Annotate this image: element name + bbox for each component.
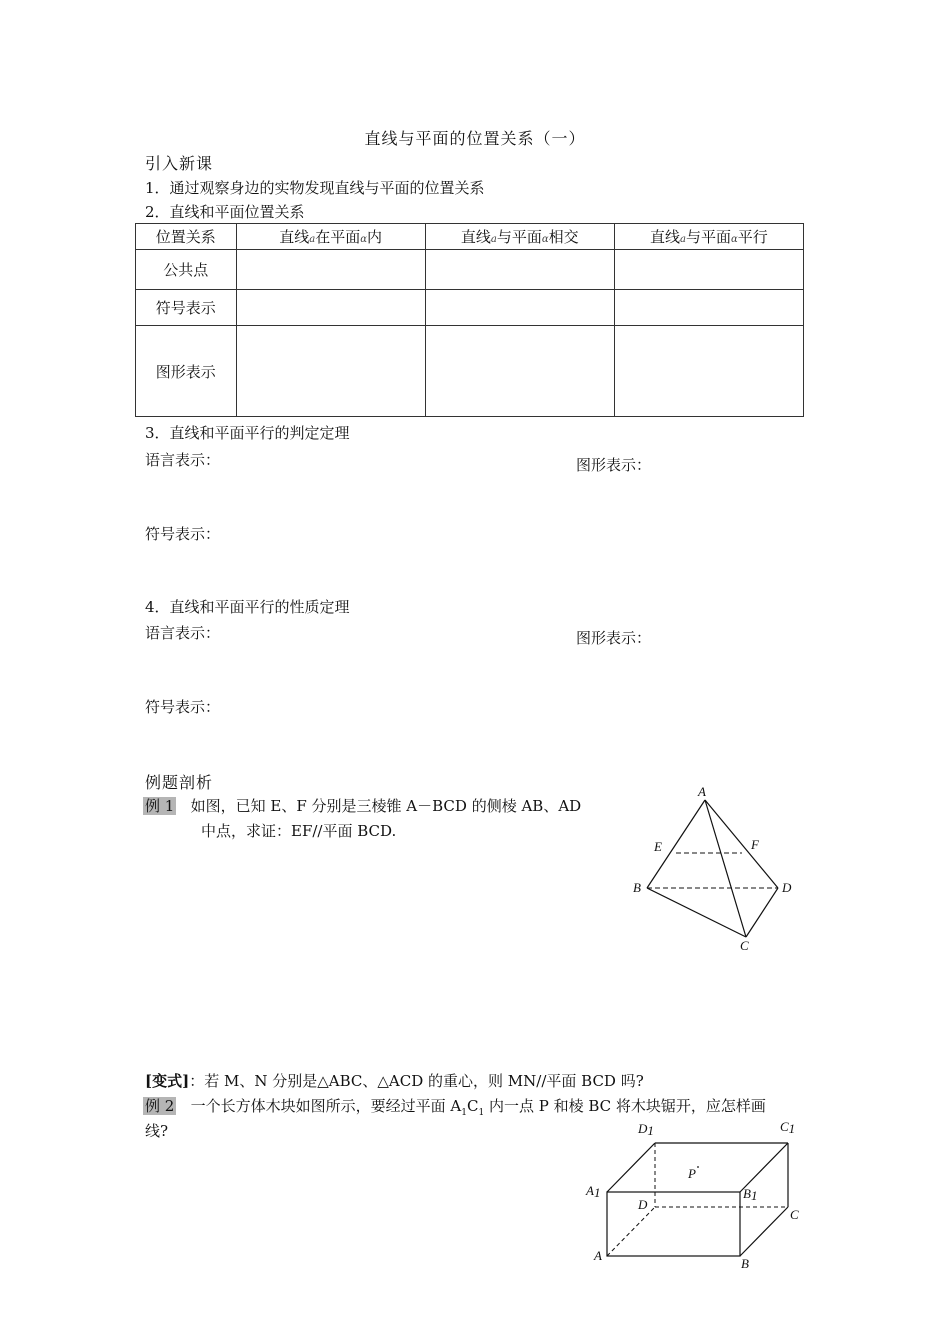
table-header-cell: 位置关系 [136, 224, 237, 250]
label-f: F [751, 837, 759, 852]
section4-symbol: 符号表示： [145, 698, 221, 716]
label-p: P [688, 1166, 696, 1181]
edge-b1c1 [740, 1143, 788, 1192]
example2-line1: 例 2 一个长方体木块如图所示，要经过平面 $A_1C_1$ 内一点 P 和棱 BC 将木块锯开，应怎样画 [145, 1097, 766, 1118]
section4-language: 语言表示： [145, 624, 221, 642]
table-row-label: 符号表示 [136, 290, 237, 326]
example2-line2: 线? [145, 1122, 169, 1140]
table-header-cell: 直线a与平面α相交 [425, 224, 614, 250]
table-cell [425, 290, 614, 326]
edge-a1d1 [607, 1143, 655, 1192]
label-a: A [698, 784, 706, 799]
example1-line1: 例 1 如图，已知 E、F 分别是三棱锥 A－BCD 的侧棱 AB、AD [145, 797, 582, 815]
section3-symbol: 符号表示： [145, 525, 221, 543]
table-cell [425, 326, 614, 417]
table-row [136, 290, 804, 326]
variant-label: [变式] [145, 1072, 190, 1090]
label-b1: B1 [743, 1186, 758, 1203]
table-header-row [136, 224, 804, 250]
label-c1: C1 [780, 1119, 796, 1136]
edge-bc [740, 1207, 788, 1256]
table-cell [236, 326, 425, 417]
table-cell [236, 250, 425, 290]
table-header-cell: 直线a与平面α平行 [614, 224, 803, 250]
front-face [607, 1192, 740, 1256]
intro-heading: 引入新课 [145, 154, 214, 173]
table-cell [425, 250, 614, 290]
table-cell [614, 250, 803, 290]
table-header-cell: 直线a在平面α内 [236, 224, 425, 250]
label-b: B [633, 880, 641, 895]
label-c: C [740, 938, 749, 953]
label-b: B [741, 1256, 749, 1271]
intro-item-2: 2．直线和平面位置关系 [145, 203, 305, 221]
tetrahedron-figure [620, 780, 810, 960]
label-d1: D1 [638, 1121, 654, 1138]
table-cell [236, 290, 425, 326]
relation-table [135, 223, 804, 417]
section3-heading: 3．直线和平面平行的判定定理 [145, 424, 350, 442]
table-cell [614, 326, 803, 417]
intro-item-1: 1．通过观察身边的实物发现直线与平面的位置关系 [145, 179, 485, 197]
point-p [697, 1166, 699, 1168]
variant-line: [变式]：若 M、N 分别是△ABC、△ACD 的重心，则 MN//平面 BCD 吗? [145, 1072, 644, 1090]
label-a1: A1 [586, 1183, 601, 1200]
example1-line2: 中点，求证：EF//平面 BCD. [201, 822, 397, 840]
example2-label: 例 2 [145, 1097, 175, 1115]
section4-figure: 图形表示： [576, 629, 652, 647]
label-d: D [638, 1197, 648, 1212]
page-title: 直线与平面的位置关系（一） [364, 129, 586, 148]
section3-figure: 图形表示： [576, 456, 652, 474]
label-a: A [594, 1248, 602, 1263]
example1-label: 例 1 [145, 797, 175, 815]
label-c: C [790, 1207, 799, 1222]
examples-heading: 例题剖析 [145, 773, 214, 792]
section3-language: 语言表示： [145, 451, 221, 469]
table-row-label: 公共点 [136, 250, 237, 290]
edge-ad [705, 800, 778, 888]
table-row [136, 250, 804, 290]
cuboid-figure [580, 1115, 810, 1275]
table-cell [614, 290, 803, 326]
edge-cd [746, 888, 778, 937]
edge-bc [647, 888, 746, 937]
table-row-label: 图形表示 [136, 326, 237, 417]
section4-heading: 4．直线和平面平行的性质定理 [145, 598, 350, 616]
table-row [136, 326, 804, 417]
edge-ad-hidden [607, 1207, 655, 1256]
label-d: D [782, 880, 792, 895]
label-e: E [654, 839, 662, 854]
edge-ac [705, 800, 746, 937]
